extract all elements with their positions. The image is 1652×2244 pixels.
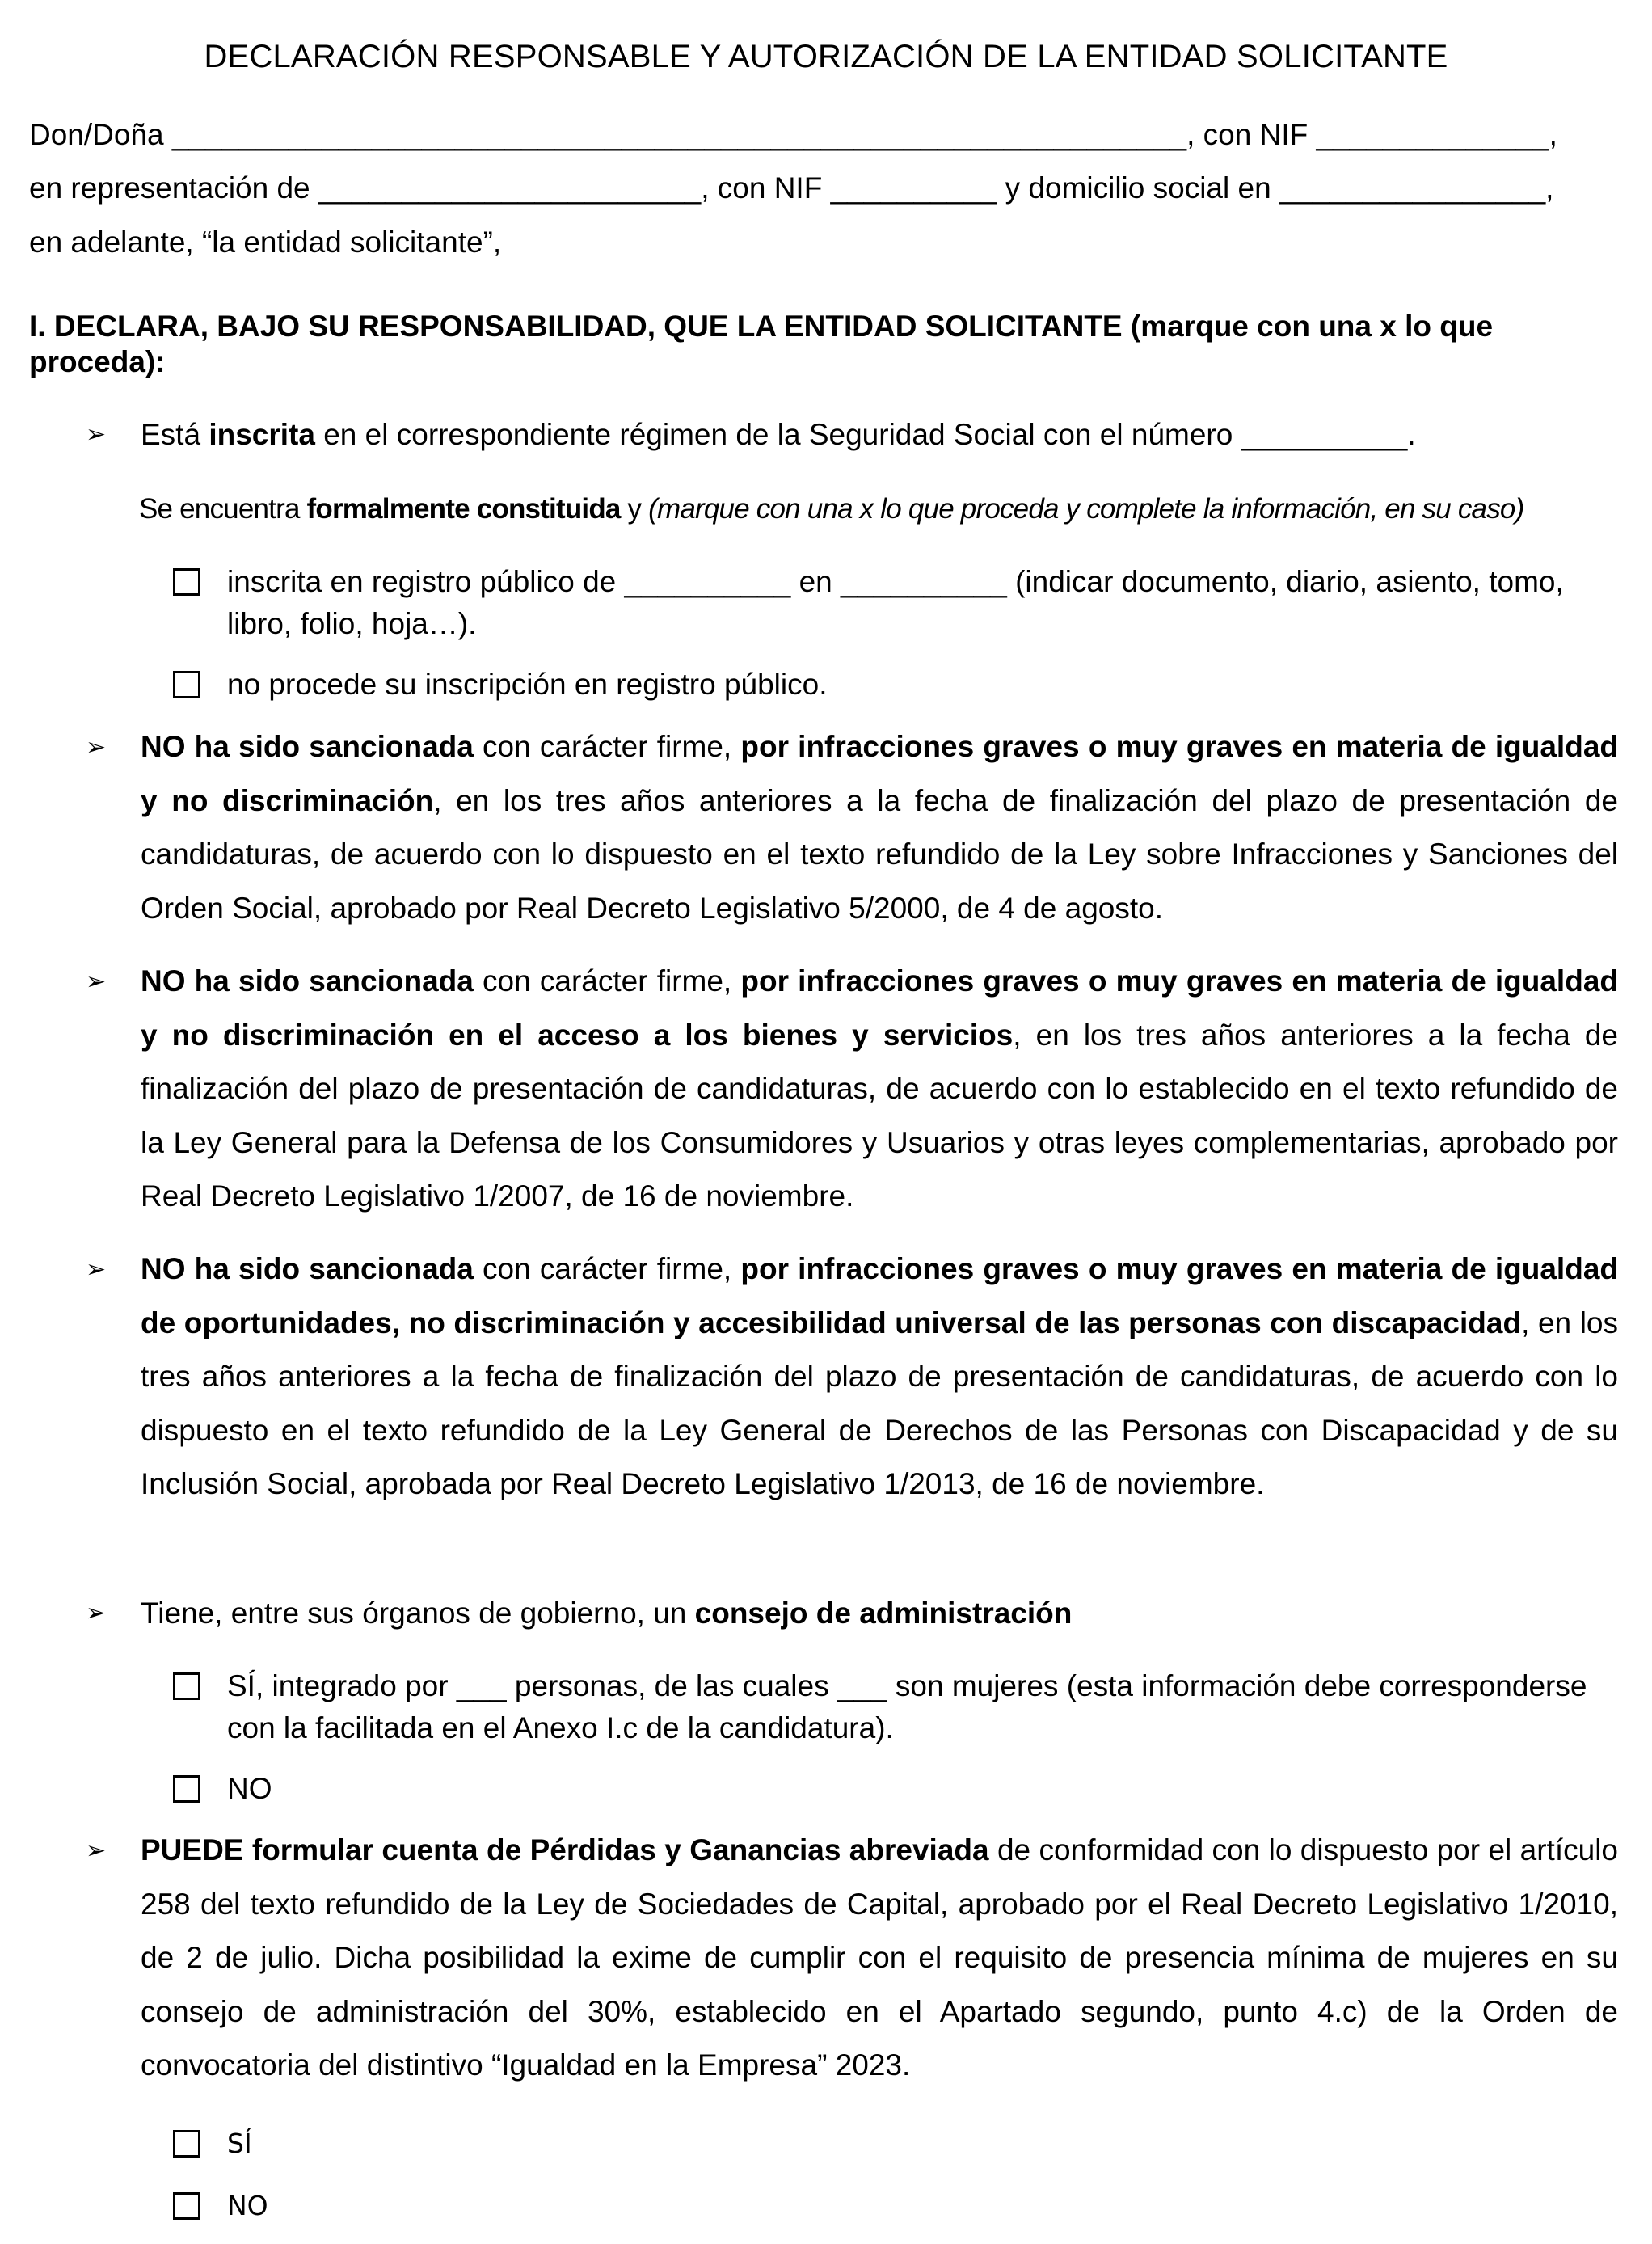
document-title: DECLARACIÓN RESPONSABLE Y AUTORIZACIÓN DE LA ENTIDAD SOLICITANTE [204, 39, 1448, 74]
section-heading: I. DECLARA, BAJO SU RESPONSABILIDAD, QUE LA ENTIDAD SOLICITANTE (marque con una x lo que proceda): [29, 310, 1494, 378]
bullet-icon: ➢ [86, 1600, 107, 1626]
statement-bienes-servicios: NO ha sido sancionada con carácter firme, por infracciones graves o muy graves en materia de igualdad y no discriminación en el acceso a los bienes y servicios, en los tres años anteriores a la fecha de finalización del plazo de presentación de candidaturas, de acuerdo con lo establecido en el texto refundido de la Ley General para la Defensa de los Consumidores y Usuarios y otras leyes complementarias, aprobado por Real Decreto Legislativo 1/2007, de 16 de noviembre. [141, 964, 1618, 1213]
bullet-icon: ➢ [86, 968, 107, 995]
statement-perdidas-ganancias: PUEDE formular cuenta de Pérdidas y Ganancias abreviada de conformidad con lo dispuesto por el artículo 258 del texto refundido de la Ley de Sociedades de Capital, aprobado por el Real Decreto Legislativo 1/2010, de 2 de julio. Dicha posibilidad la exime de cumplir con el requisito de presencia mínima de mujeres en su consejo de administración del 30%, establecido en el Apartado segundo, punto 4.c) de la Orden de convocatoria del distintivo “Igualdad en la Empresa” 2023. [141, 1833, 1618, 2082]
statement-igualdad-no-discriminacion: NO ha sido sancionada con carácter firme, por infracciones graves o muy graves en materia de igualdad y no discriminación, en los tres años anteriores a la fecha de finalización del plazo de presentación de candidaturas, de acuerdo con lo dispuesto en el texto refundido de la Ley sobre Infracciones y Sanciones del Orden Social, aprobado por Real Decreto Legislativo 5/2000, de 4 de agosto. [141, 730, 1618, 925]
statement-consejo-administracion: Tiene, entre sus órganos de gobierno, un consejo de administración [141, 1597, 1073, 1630]
option-pyg-no-label: NO [227, 2190, 268, 2221]
bullet-icon: ➢ [86, 421, 107, 448]
option-consejo-si-label: SÍ, integrado por ___ personas, de las cuales ___ son mujeres (esta información debe corresponderse con la facilitada en el Anexo I.c de la candidatura). [227, 1669, 1587, 1744]
checkbox-pyg-si[interactable] [173, 2130, 200, 2158]
intro-line-2: en representación de _______________________, con NIF __________ y domicilio social en ________________, [29, 171, 1554, 205]
option-pyg-si-label: SÍ [227, 2128, 252, 2159]
checkbox-registro-publico[interactable] [173, 568, 200, 596]
statement-discapacidad: NO ha sido sancionada con carácter firme, por infracciones graves o muy graves en materia de igualdad de oportunidades, no discriminación y accesibilidad universal de las personas con discapacidad, en los tres años anteriores a la fecha de finalización del plazo de presentación de candidaturas, de acuerdo con lo dispuesto en el texto refundido de la Ley General de Derechos de las Personas con Discapacidad y de su Inclusión Social, aprobada por Real Decreto Legislativo 1/2013, de 16 de noviembre. [141, 1252, 1618, 1500]
option-no-procede-label: no procede su inscripción en registro público. [227, 668, 828, 701]
bullet-icon: ➢ [86, 734, 107, 761]
checkbox-consejo-si[interactable] [173, 1672, 200, 1700]
intro-line-1: Don/Doña _____________________________________________________________, con NIF ______________, [29, 118, 1557, 151]
constitution-note: Se encuentra formalmente constituida y (marque con una x lo que proceda y complete la información, en su caso) [139, 493, 1524, 525]
statement-seguridad-social: Está inscrita en el correspondiente régimen de la Seguridad Social con el número __________. [141, 418, 1416, 451]
option-consejo-no-label: NO [227, 1772, 272, 1805]
intro-line-3: en adelante, “la entidad solicitante”, [29, 226, 502, 259]
checkbox-no-procede-inscripcion[interactable] [173, 671, 200, 698]
option-registro-publico-label: inscrita en registro público de __________ en __________ (indicar documento, diario, asiento, tomo, libro, folio, hoja…). [227, 565, 1564, 640]
bullet-icon: ➢ [86, 1256, 107, 1283]
bullet-icon: ➢ [86, 1837, 107, 1864]
checkbox-consejo-no[interactable] [173, 1775, 200, 1803]
checkbox-pyg-no[interactable] [173, 2192, 200, 2220]
